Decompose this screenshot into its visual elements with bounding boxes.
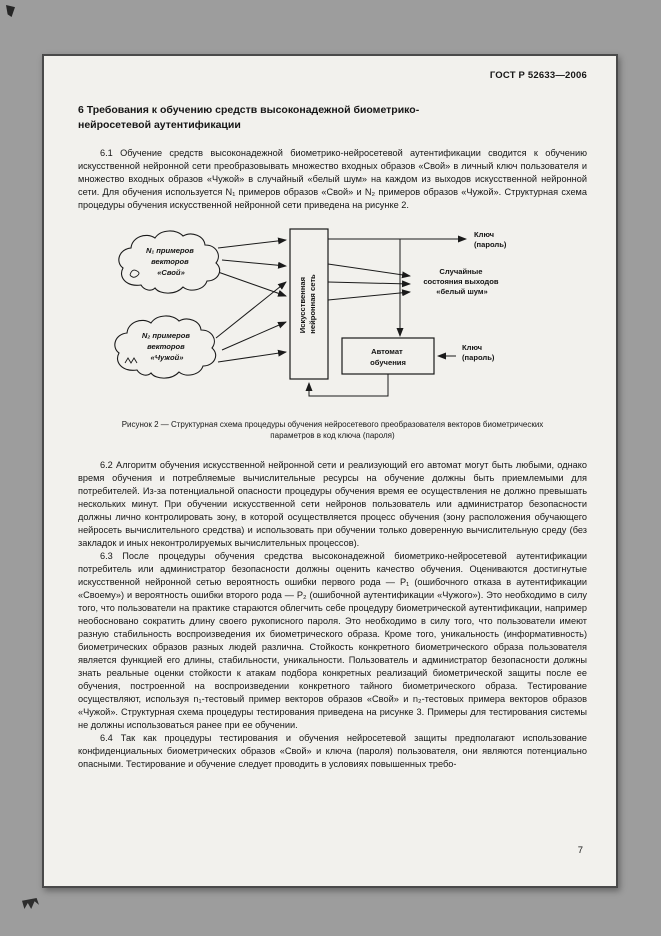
neural-net-label: Искусственная нейронная сеть: [298, 274, 317, 334]
neural-net-box: [290, 229, 328, 379]
figure-2-diagram: [110, 226, 554, 408]
figure-caption: Рисунок 2 — Структурная схема процедуры обучения нейросетевого преобразователя векторов биометрических параметров в код ключа (пароля): [121, 420, 544, 440]
page-content: [78, 70, 587, 771]
scan-artifact-top-left: [6, 5, 15, 17]
automaton-label: Автомат обучения: [370, 347, 406, 367]
cloud-svoy-label: N₁ примеров векторов «Свой»: [145, 246, 194, 277]
noise-outputs: [328, 264, 501, 300]
section-title: 6 Требования к обучению средств высоконадежной биометрико-нейросетевой аутентификации: [78, 104, 420, 131]
paragraph-6-4: 6.4 Так как процедуры тестирования и обучения нейросетевой защиты предполагают использование конфиденциальных биометрических образов «Свой» и ключа (пароля) пользователя, они являются потенциально опасными. Тестирование и обучение следует проводить в условиях повышенных требо-: [78, 733, 587, 769]
cloud-svoy: [119, 231, 220, 293]
paragraph-6-3: 6.3 После процедуры обучения средства высоконадежной биометрико-нейросетевой аутентификации потребитель или администратор безопасности должны оценить качество обучения. Оцениваются достигнутые искусственной нейронной сетью вероятность ошибки первого рода — P₁ (ошибочного отказа в аутентификации «Своему») и вероятность ошибки второго рода — P₂ (ошибочной аутентификации «Чужого»). Это необходимо в силу того, что пользователи на практике стараются облегчить себе процедуру биометрической аутентификации, например необосновано сократить длину своего рукописного пароля. Это необходимо в силу того, что пользователи имеют разную стабильность воспроизведения их биометрического образа. Кроме того, уникальность (информативность) биометрических образов разных людей различна. Стойкость конкретного биометрического образа пользователя является функцией его длины, стабильности, уникальности. Пользователь и администратор безопасности должны знать реальные оценки стойкости к атакам подбора конкретных реализаций биометрической защиты после ее обучения, построенной на воспроизведении конкретного тайного биометрического образа. Тестирование осуществляют, используя n₁-тестовый пример векторов образов «Свой» и n₂-тестовых примера векторов образов «Чужой». Структурная схема процедуры тестирования приведена на рисунке 3. Примеры для тестирования системы не должны использоваться ранее при ее обучении.: [78, 551, 587, 730]
key-top-label: Ключ (пароль): [474, 230, 507, 249]
input-arrows: [216, 240, 286, 362]
page-number: 7: [577, 845, 583, 856]
paragraph-6-1: 6.1 Обучение средств высоконадежной биометрико-нейросетевой аутентификации сводится к обучению искусственной нейронной сети преобразовывать множество входных образов «Свой» в личный ключ пользователя и множество входных образов «Чужой» в случайный «белый шум» на каждом из выходов искусственной нейронной сети. Для обучения используется N₁ примеров образов «Свой» и N₂ примеров образов «Чужой». Структурная схема процедуры обучения искусственной нейронной сети приведена на рисунке 2.: [78, 148, 587, 210]
automaton-box: [342, 338, 434, 374]
noise-label: Случайные состояния выходов «белый шум»: [423, 267, 499, 296]
key-right-label: Ключ (пароль): [462, 343, 495, 362]
scan-artifact-bottom-left: [22, 898, 39, 909]
cloud-chuzhoy: [115, 316, 216, 378]
figure-2: [110, 226, 554, 413]
cloud-chuzhoy-label: N₂ примеров векторов «Чужой»: [141, 331, 190, 362]
paragraph-6-2: 6.2 Алгоритм обучения искусственной нейронной сети и реализующий его автомат могут быть любыми, однако время обучения и потребляемые вычислительные ресурсы на обучение должны быть приемлемыми для потребителей. Из-за потенциальной опасности процедуры обучения время ее осуществления не должно превышать нескольких минут. При обучении искусственной сети нейронов пользователь или администратор безопасности должны лично контролировать зону, в которой осуществляется процесс обучения (зону расположения обучающего нейросеть вычислительного средства) и использовать при обучении только доверенную вычислительную среду (без закладок и иных неконтролируемых вычислительных процессов).: [78, 460, 587, 548]
key-output-top: [328, 230, 507, 249]
doc-code: ГОСТ Р 52633—2006: [489, 70, 587, 81]
key-input-right: [438, 343, 495, 362]
document-page: [42, 54, 618, 888]
